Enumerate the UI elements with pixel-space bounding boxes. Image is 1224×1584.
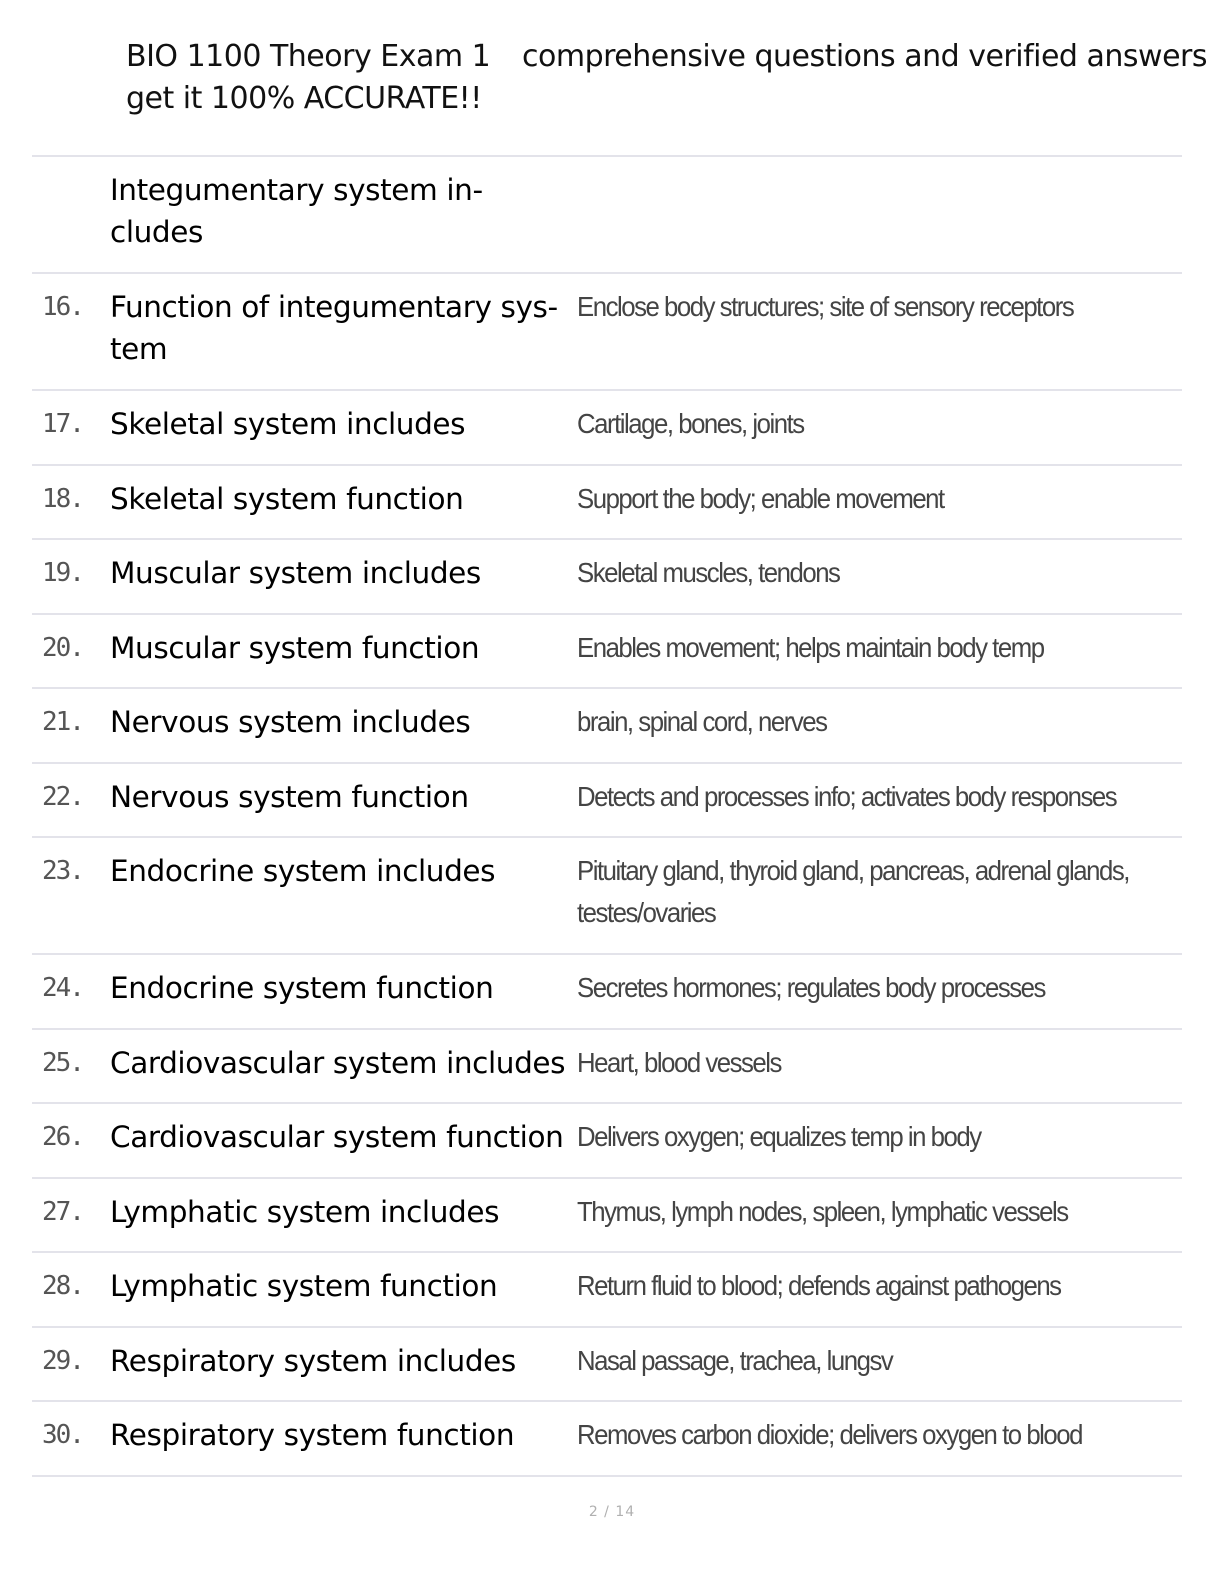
row-term: Muscular system function bbox=[110, 630, 480, 665]
row-number: 25. bbox=[42, 1047, 83, 1078]
row-term: Endocrine system includes bbox=[110, 854, 496, 888]
row-term: Lymphatic system function bbox=[110, 1269, 498, 1303]
row-number: 17. bbox=[42, 409, 83, 439]
row-definition: Support the body; enable movement bbox=[577, 482, 944, 514]
table-row bbox=[32, 764, 1182, 839]
row-number: 27. bbox=[42, 1196, 83, 1227]
row-definition: brain, spinal cord, nerves bbox=[577, 706, 827, 737]
table-row bbox=[32, 955, 1182, 1030]
row-definition: Enables movement; helps maintain body temp bbox=[577, 631, 1044, 663]
row-number: 19. bbox=[42, 558, 83, 588]
row-definition: Thymus, lymph nodes, spleen, lymphatic vessels bbox=[577, 1195, 1068, 1227]
row-definition: Cartilage, bones, joints bbox=[577, 408, 804, 439]
row-number: 24. bbox=[42, 973, 83, 1003]
row-number: 18. bbox=[42, 483, 83, 514]
row-number: 23. bbox=[42, 856, 83, 886]
table-row bbox=[32, 1104, 1182, 1179]
row-term: Endocrine system function bbox=[110, 971, 494, 1005]
table-row bbox=[32, 1030, 1182, 1105]
row-term: Cardiovascular system includes bbox=[110, 1045, 566, 1080]
row-term: Respiratory system function bbox=[110, 1418, 515, 1452]
table-row bbox=[32, 1402, 1182, 1477]
row-term: Nervous system function bbox=[110, 779, 469, 814]
table-row bbox=[32, 838, 1182, 955]
row-definition: Secretes hormones; regulates body processes bbox=[577, 972, 1045, 1003]
row-definition: Delivers oxygen; equalizes temp in body bbox=[577, 1121, 981, 1152]
row-number: 29. bbox=[42, 1345, 83, 1376]
row-definition: Nasal passage, trachea, lungsv bbox=[577, 1344, 893, 1376]
table-row bbox=[32, 1253, 1182, 1328]
row-number: 22. bbox=[42, 781, 83, 812]
header-title: BIO 1100 Theory Exam 1 bbox=[126, 39, 491, 74]
row-term: Integumentary system in- cludes bbox=[110, 173, 483, 249]
row-term: Respiratory system includes bbox=[110, 1343, 516, 1378]
row-definition: Pituitary gland, thyroid gland, pancreas, adrenal glands, testes/ovaries bbox=[577, 855, 1129, 928]
table-row bbox=[32, 540, 1182, 615]
table-row bbox=[32, 1328, 1182, 1403]
header-line-1 bbox=[126, 36, 1207, 78]
row-definition: Skeletal muscles, tendons bbox=[577, 557, 840, 588]
question-answer-table bbox=[32, 155, 1182, 1477]
header-tagline: get it 100% ACCURATE!! bbox=[126, 81, 482, 116]
table-row bbox=[32, 689, 1182, 764]
table-row bbox=[32, 1179, 1182, 1254]
row-number: 16. bbox=[42, 292, 83, 322]
row-number: 21. bbox=[42, 707, 83, 737]
table-row bbox=[32, 466, 1182, 541]
header-subtitle: comprehensive questions and verified answers bbox=[522, 39, 1207, 74]
document-header bbox=[126, 36, 1224, 122]
row-term: Cardiovascular system function bbox=[110, 1120, 564, 1154]
row-number: 28. bbox=[42, 1271, 83, 1301]
row-term: Skeletal system function bbox=[110, 481, 464, 516]
row-definition: Heart, blood vessels bbox=[577, 1046, 781, 1078]
row-definition: Removes carbon dioxide; delivers oxygen to blood bbox=[577, 1419, 1082, 1450]
row-number: 30. bbox=[42, 1420, 83, 1450]
row-definition: Enclose body structures; site of sensory receptors bbox=[577, 291, 1074, 322]
table-row bbox=[32, 391, 1182, 466]
row-term: Lymphatic system includes bbox=[110, 1194, 500, 1229]
row-definition: Detects and processes info; activates body responses bbox=[577, 780, 1117, 812]
row-term: Skeletal system includes bbox=[110, 407, 466, 441]
table-row bbox=[32, 157, 1182, 274]
row-term: Function of integumentary sys- tem bbox=[110, 290, 558, 366]
row-number: 20. bbox=[42, 632, 83, 663]
row-definition: Return fluid to blood; defends against pathogens bbox=[577, 1270, 1061, 1301]
table-row bbox=[32, 615, 1182, 690]
page-number: 2 / 14 bbox=[588, 1504, 636, 1520]
row-number: 26. bbox=[42, 1122, 83, 1152]
row-term: Muscular system includes bbox=[110, 556, 481, 590]
row-term: Nervous system includes bbox=[110, 705, 471, 739]
table-row bbox=[32, 274, 1182, 391]
